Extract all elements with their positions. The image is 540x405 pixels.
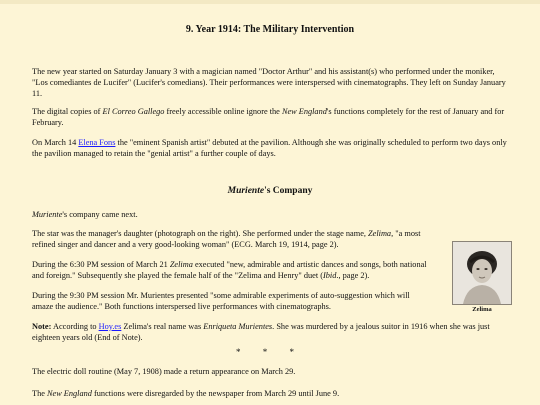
text: The [32,389,47,398]
text: According to [51,322,99,331]
company-paragraph-3 [32,259,432,281]
text: the "eminent Spanish artist" debuted at the pavilion. Although she was originally scheduled to perform two days only the pavilion managed to retain the "genial artist" a further couple of days. [32,138,507,158]
text: . She was murdered by a jealous suitor in 1916 when she was just eighteen years old (End of Note). [32,322,490,342]
company-name: Muriente [32,210,63,219]
company-paragraph-4: During the 9:30 PM session Mr. Murientes presented "some admirable experiments of auto-suggestion which will amaze the audience." Both functions interspersed live performances with cinematographs. [32,291,410,311]
zelima-photograph [452,241,512,305]
pavilion-name: New England [46,389,92,398]
portrait-image [453,242,511,304]
hoy-es-link[interactable]: Hoy.es [98,322,122,331]
note-paragraph [32,321,510,343]
text: During the 6:30 PM session of March 21 [32,260,170,269]
company-paragraph-1 [32,209,510,220]
stage-name: Zelima [169,260,193,269]
section-separator: * * * [236,347,304,357]
text: 's company came next. [62,210,138,219]
top-strip [0,0,540,4]
stage-name: Zelima [368,229,392,238]
section-heading [0,186,540,196]
text: The star was the manager's daughter (photograph on the right). She performed under the stage name, [32,229,369,238]
note-label: Note: [32,322,52,331]
text: 's functions completely for the rest of January and for February. [32,107,505,127]
text: Zelima's real name was [121,322,204,331]
heading-name: Muriente [227,186,265,196]
text: , "a most refined singer and dancer and a very good-looking woman" (ECG. March 19, 1914, page 2). [32,229,421,249]
real-name: Enriqueta Murientes [203,322,273,331]
newspaper-title: El Correo Gallego [102,107,165,116]
after-paragraph-2 [32,388,510,399]
text: ., page 2). [336,271,370,280]
company-paragraph-2 [32,228,432,250]
pavilion-name: New England [281,107,327,116]
intro-paragraph-2 [32,106,510,128]
text: On March 14 [32,138,79,147]
photo-caption: Zelima [472,306,492,313]
elena-fons-link[interactable]: Elena Fons [78,138,116,147]
text: executed "new, admirable and artistic dances and songs, both national and foreign." Subsequently she played the female half of the "Zelima and Henry" duet ( [32,260,427,280]
heading-rest: 's Company [264,186,313,196]
text: freely accessible online ignore the [164,107,282,116]
intro-paragraph-3 [32,137,510,159]
after-paragraph-1: The electric doll routine (May 7, 1908) made a return appearance on March 29. [32,367,296,376]
ibid: Ibid [323,271,337,280]
intro-paragraph-1: The new year started on Saturday January 3 with a magician named "Doctor Arthur" and his assistant(s) who performed under the moniker, "Los comediantes de Lucifer" (Lucifer's comedians). Their performances were interspersed with cinematographs. They left on Sunday January 11. [32,67,506,98]
page-title: 9. Year 1914: The Military Intervention [185,24,355,35]
text: functions were disregarded by the newspaper from March 29 until June 9. [91,389,340,398]
text: The digital copies of [32,107,103,116]
